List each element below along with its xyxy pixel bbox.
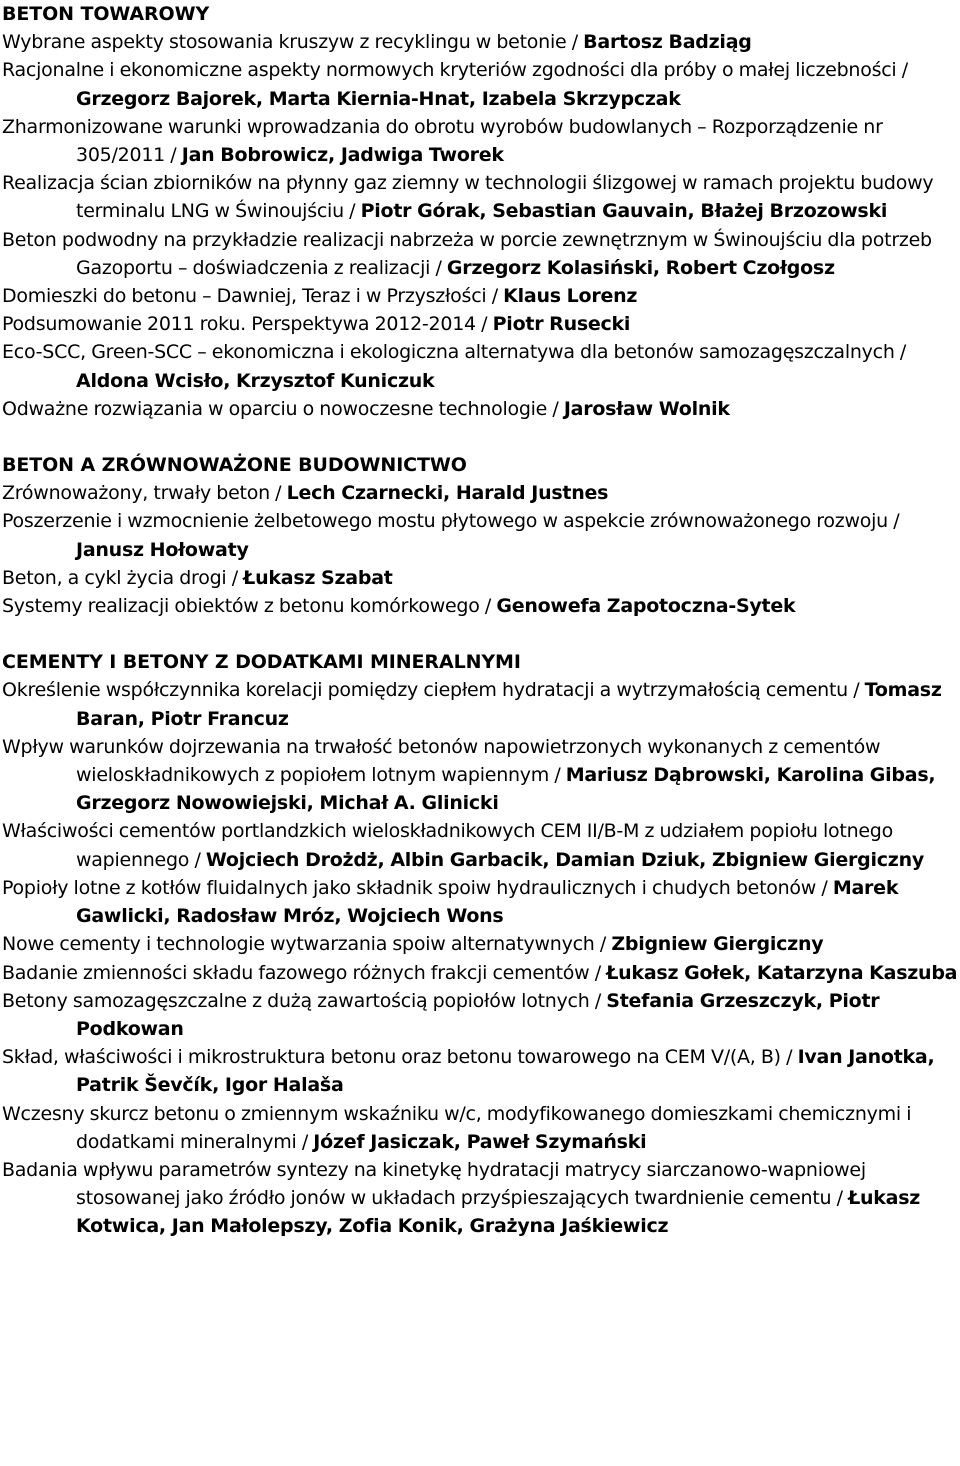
- entry-title: Podsumowanie 2011 roku. Perspektywa 2012-2014 /: [2, 313, 493, 336]
- entry-title: Poszerzenie i wzmocnienie żelbetowego mostu płytowego w aspekcie zrównoważonego rozwoju /: [2, 510, 900, 533]
- list-item: [2, 1100, 960, 1156]
- section-beton-towarowy: [2, 0, 960, 423]
- entry-title: Badanie zmienności składu fazowego różnych frakcji cementów /: [2, 961, 607, 984]
- entry-title: Właściwości cementów portlandzkich wieloskładnikowych CEM II/B-M z udziałem popiołu lotnego wapiennego /: [2, 820, 893, 871]
- list-item: [2, 1156, 960, 1241]
- entry-authors: Marek Gawlicki, Radosław Mróz, Wojciech Wons: [76, 876, 899, 928]
- list-item: [2, 56, 960, 112]
- entry-authors: Klaus Lorenz: [503, 285, 638, 308]
- entry-authors: Wojciech Drożdż, Albin Garbacik, Damian Dziuk, Zbigniew Giergiczny: [205, 848, 924, 871]
- entry-title: Zrównoważony, trwały beton /: [2, 482, 287, 505]
- entry-title: Określenie współczynnika korelacji pomiędzy ciepłem hydratacji a wytrzymałością cementu /: [2, 679, 865, 702]
- entry-title: Popioły lotne z kotłów fluidalnych jako składnik spoiw hydraulicznych i chudych betonów /: [2, 876, 833, 899]
- list-item: [2, 310, 960, 338]
- entry-title: Realizacja ścian zbiorników na płynny gaz ziemny w technologii ślizgowej w ramach projektu budowy terminalu LNG w Świnoujściu /: [2, 172, 934, 223]
- entry-title: Wybrane aspekty stosowania kruszyw z recyklingu w betonie /: [2, 31, 584, 54]
- list-item: [2, 226, 960, 282]
- entry-authors: Jan Bobrowicz, Jadwiga Tworek: [181, 144, 504, 167]
- list-item: [2, 28, 960, 56]
- section-cementy-i-betony: [2, 648, 960, 1240]
- list-item: [2, 733, 960, 818]
- list-item: [2, 817, 960, 873]
- entry-authors: Grzegorz Bajorek, Marta Kiernia-Hnat, Izabela Skrzypczak: [76, 87, 681, 110]
- list-item: [2, 338, 960, 394]
- entry-title: Wczesny skurcz betonu o zmiennym wskaźniku w/c, modyfikowanego domieszkami chemicznymi i dodatkami mineralnymi /: [2, 1102, 912, 1153]
- entry-authors: Józef Jasiczak, Paweł Szymański: [313, 1130, 647, 1153]
- list-item: [2, 282, 960, 310]
- list-item: [2, 479, 960, 507]
- entry-list: [2, 28, 960, 423]
- list-item: [2, 113, 960, 169]
- entry-title: Skład, właściwości i mikrostruktura betonu oraz betonu towarowego na CEM V/(A, B) /: [2, 1046, 798, 1069]
- entry-authors: Lech Czarnecki, Harald Justnes: [286, 482, 609, 505]
- entry-authors: Genowefa Zapotoczna-Sytek: [496, 595, 796, 618]
- list-item: [2, 395, 960, 423]
- entry-list: [2, 676, 960, 1240]
- entry-authors: Grzegorz Kolasiński, Robert Czołgosz: [446, 256, 835, 279]
- list-item: [2, 1043, 960, 1099]
- section-title: CEMENTY I BETONY Z DODATKAMI MINERALNYMI: [2, 651, 521, 674]
- entry-authors: Janusz Hołowaty: [76, 538, 249, 561]
- entry-title: Eco-SCC, Green-SCC – ekonomiczna i ekologiczna alternatywa dla betonów samozagęszczalnych /: [2, 341, 907, 364]
- entry-title: Systemy realizacji obiektów z betonu komórkowego /: [2, 595, 497, 618]
- section-title: BETON TOWAROWY: [2, 3, 210, 25]
- entry-authors: Zbigniew Giergiczny: [611, 933, 824, 956]
- entry-title: Nowe cementy i technologie wytwarzania spoiw alternatywnych /: [2, 933, 612, 956]
- list-item: [2, 564, 960, 592]
- list-item: [2, 676, 960, 732]
- entry-title: Beton, a cykl życia drogi /: [2, 566, 244, 589]
- entry-list: [2, 479, 960, 620]
- entry-authors: Łukasz Szabat: [243, 566, 393, 589]
- entry-authors: Stefania Grzeszczyk, Piotr Podkowan: [76, 989, 880, 1040]
- entry-authors: Piotr Rusecki: [492, 313, 631, 336]
- entry-title: Zharmonizowane warunki wprowadzania do obrotu wyrobów budowlanych – Rozporządzenie nr 305/2011 /: [2, 115, 883, 167]
- entry-authors: Łukasz Gołek, Katarzyna Kaszuba: [606, 961, 958, 984]
- entry-authors: Tomasz Baran, Piotr Francuz: [76, 679, 942, 730]
- list-item: [2, 959, 960, 987]
- entry-authors: Łukasz Kotwica, Jan Małolepszy, Zofia Konik, Grażyna Jaśkiewicz: [76, 1187, 921, 1238]
- entry-title: Beton podwodny na przykładzie realizacji nabrzeża w porcie zewnętrznym w Świnoujściu dla potrzeb Gazoportu – doświadczenia z realizacji /: [2, 228, 932, 279]
- entry-title: Badania wpływu parametrów syntezy na kinetykę hydratacji matrycy siarczanowo‑wapniowej stosowanej jako źródło jonów w układach przyśpieszających twardnienie cementu /: [2, 1158, 866, 1210]
- list-item: [2, 592, 960, 620]
- section-title: BETON A ZRÓWNOWAŻONE BUDOWNICTWO: [2, 454, 467, 477]
- entry-authors: Piotr Górak, Sebastian Gauvain, Błażej Brzozowski: [360, 200, 888, 223]
- list-item: [2, 507, 960, 563]
- section-zrownowazone-budownictwo: [2, 451, 960, 620]
- entry-authors: Aldona Wcisło, Krzysztof Kuniczuk: [76, 369, 435, 392]
- entry-authors: Jarosław Wolnik: [563, 397, 730, 420]
- entry-authors: Ivan Janotka, Patrik Ševčík, Igor Halaša: [76, 1046, 935, 1097]
- entry-title: Wpływ warunków dojrzewania na trwałość betonów napowietrzonych wykonanych z cementów wieloskładnikowych z popiołem lotnym wapiennym /: [2, 735, 881, 787]
- list-item: [2, 930, 960, 958]
- list-item: [2, 169, 960, 225]
- entry-authors: Bartosz Badziąg: [583, 31, 752, 54]
- entry-title: Racjonalne i ekonomiczne aspekty normowych kryteriów zgodności dla próby o małej liczebności /: [2, 59, 908, 82]
- entry-title: Odważne rozwiązania w oparciu o nowoczesne technologie /: [2, 397, 564, 420]
- list-item: [2, 874, 960, 930]
- list-item: [2, 987, 960, 1043]
- entry-title: Betony samozagęszczalne z dużą zawartością popiołów lotnych /: [2, 989, 607, 1012]
- entry-authors: Mariusz Dąbrowski, Karolina Gibas, Grzegorz Nowowiejski, Michał A. Glinicki: [76, 764, 936, 815]
- entry-title: Domieszki do betonu – Dawniej, Teraz i w Przyszłości /: [2, 285, 504, 308]
